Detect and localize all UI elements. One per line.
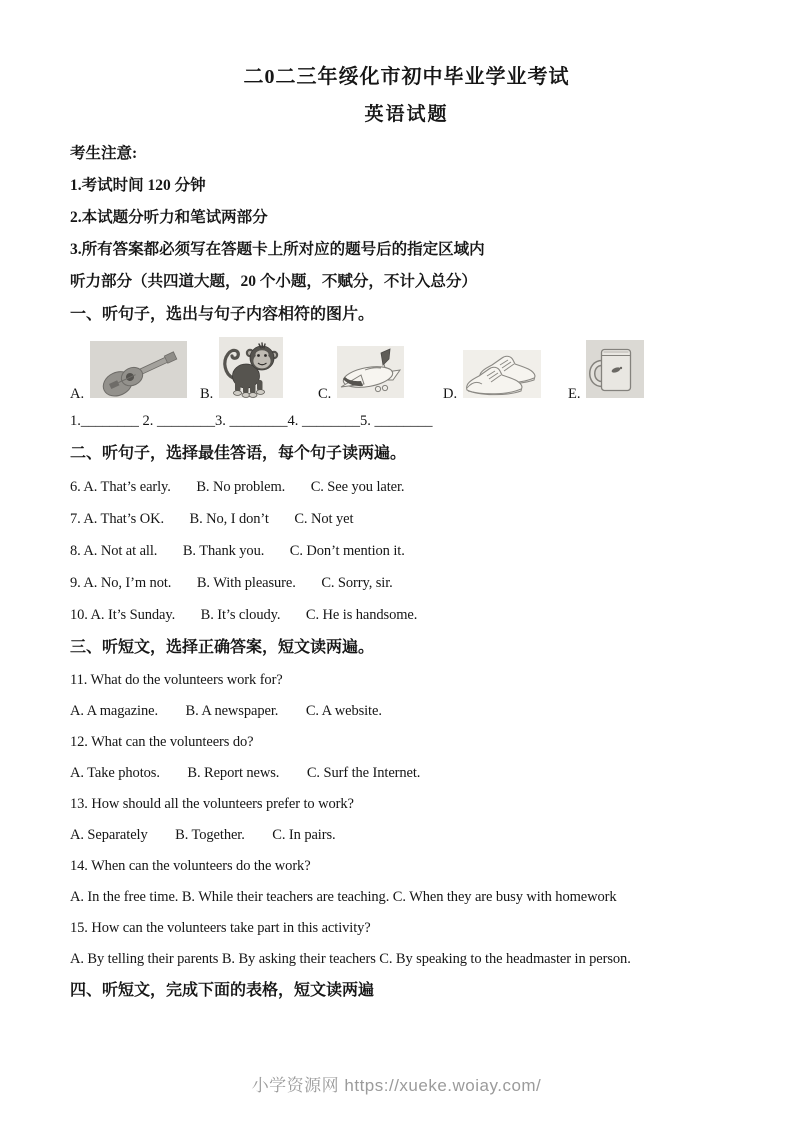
question-15-options: A. By telling their parents B. By asking their teachers C. By speaking to the headmaster in person. xyxy=(70,951,631,967)
guitar-image xyxy=(90,341,187,403)
q11-option-a: A. A magazine. xyxy=(70,703,158,719)
q7-option-b: B. No, I don’t xyxy=(189,511,269,527)
answer-blanks-row: 1.________ 2. ________3. ________4. ________5. ________ xyxy=(70,413,433,429)
q10-option-a: 10. A. It’s Sunday. xyxy=(70,607,176,623)
monkey-image xyxy=(219,337,283,403)
picture-label-a: A. xyxy=(70,386,85,402)
q13-option-b: B. Together. xyxy=(175,827,245,843)
section3-heading: 三、听短文，选择正确答案，短文读两遍。 xyxy=(70,639,375,656)
q9-option-a: 9. A. No, I’m not. xyxy=(70,575,172,591)
picture-label-b: B. xyxy=(200,386,214,402)
question-12-options xyxy=(70,765,743,781)
picture-option-e xyxy=(568,340,644,403)
notice-line-3: 3.所有答案都必须写在答题卡上所对应的题号后的指定区域内 xyxy=(70,241,485,258)
question-11-options xyxy=(70,703,743,719)
picture-label-c: C. xyxy=(318,386,332,402)
q11-option-c: C. A website. xyxy=(305,703,382,719)
notice-heading: 考生注意: xyxy=(70,145,138,162)
section3 xyxy=(70,639,743,967)
q13-option-a: A. Separately xyxy=(70,827,148,843)
q12-option-a: A. Take photos. xyxy=(70,765,160,781)
q6-option-b: B. No problem. xyxy=(196,479,286,495)
picture-options-row xyxy=(70,340,743,403)
q12-option-c: C. Surf the Internet. xyxy=(306,765,421,781)
picture-label-e: E. xyxy=(568,386,581,402)
q9-option-c: C. Sorry, sir. xyxy=(321,575,393,591)
question-13: 13. How should all the volunteers prefer to work? xyxy=(70,796,354,812)
q13-option-c: C. In pairs. xyxy=(272,827,336,843)
notice-line-1: 1.考试时间 120 分钟 xyxy=(70,177,206,194)
q11-option-b: B. A newspaper. xyxy=(185,703,279,719)
q7-option-c: C. Not yet xyxy=(294,511,354,527)
q10-option-c: C. He is handsome. xyxy=(305,607,418,623)
q8-option-c: C. Don’t mention it. xyxy=(289,543,405,559)
q10-option-b: B. It’s cloudy. xyxy=(200,607,281,623)
question-8 xyxy=(70,543,743,559)
question-11: 11. What do the volunteers work for? xyxy=(70,672,283,688)
section4-heading: 四、听短文，完成下面的表格，短文读两遍 xyxy=(70,982,375,999)
section1-heading: 一、听句子，选出与句子内容相符的图片。 xyxy=(70,306,375,323)
picture-option-b xyxy=(200,337,283,403)
question-13-options xyxy=(70,827,743,843)
picture-option-d xyxy=(443,350,541,403)
question-6 xyxy=(70,479,743,495)
page-title: 二0二三年绥化市初中毕业学业考试 xyxy=(243,66,570,88)
question-12: 12. What can the volunteers do? xyxy=(70,734,254,750)
notice-line-2: 2.本试题分听力和笔试两部分 xyxy=(70,209,268,226)
q12-option-b: B. Report news. xyxy=(187,765,280,781)
watermark-footer: 小学资源网 https://xueke.woiay.com/ xyxy=(251,1076,542,1095)
question-14-options: A. In the free time. B. While their teachers are teaching. C. When they are busy with homework xyxy=(70,889,617,905)
mug-image xyxy=(586,340,644,403)
q9-option-b: B. With pleasure. xyxy=(196,575,296,591)
question-15: 15. How can the volunteers take part in this activity? xyxy=(70,920,371,936)
airplane-image xyxy=(337,346,404,403)
picture-option-c xyxy=(318,346,404,403)
q6-option-c: C. See you later. xyxy=(310,479,405,495)
question-10 xyxy=(70,607,743,623)
q8-option-a: 8. A. Not at all. xyxy=(70,543,158,559)
question-14: 14. When can the volunteers do the work? xyxy=(70,858,311,874)
picture-label-d: D. xyxy=(443,386,458,402)
page-subtitle: 英语试题 xyxy=(364,104,449,125)
q7-option-a: 7. A. That’s OK. xyxy=(70,511,164,527)
question-7 xyxy=(70,511,743,527)
sneakers-image xyxy=(463,350,541,403)
picture-option-a xyxy=(70,341,187,403)
question-9 xyxy=(70,575,743,591)
q8-option-b: B. Thank you. xyxy=(182,543,265,559)
q6-option-a: 6. A. That’s early. xyxy=(70,479,171,495)
section2-heading: 二、听句子，选择最佳答语，每个句子读两遍。 xyxy=(70,445,407,462)
listening-part-header: 听力部分（共四道大题，20 个小题，不赋分，不计入总分） xyxy=(70,273,477,290)
